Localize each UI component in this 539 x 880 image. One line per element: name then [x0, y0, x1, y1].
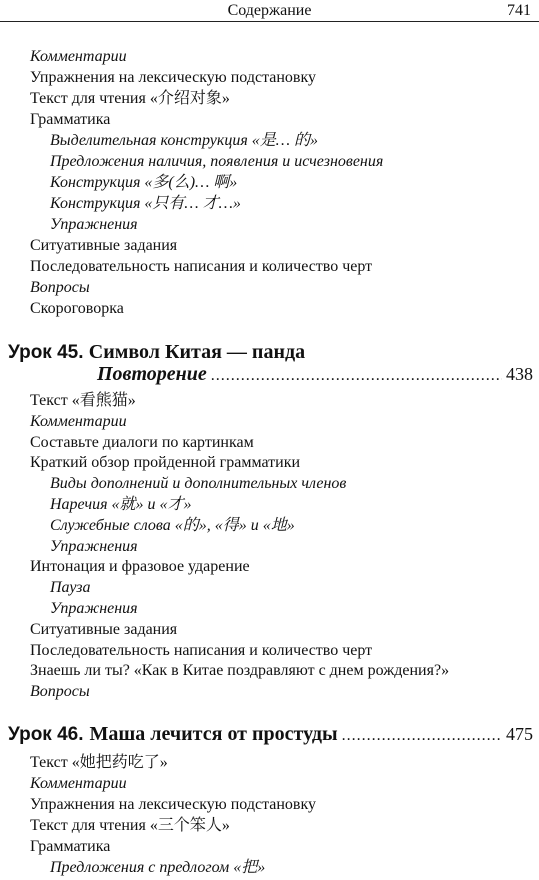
toc-entry: Виды дополнений и дополнительных членов: [50, 475, 347, 493]
toc-entry: Вопросы: [30, 279, 90, 296]
toc-entry: Служебные слова «的», «得» и «地»: [50, 516, 295, 534]
lesson-46-page: 475: [506, 724, 533, 744]
lesson-46-label: Урок 46.: [8, 724, 84, 745]
lesson-46-heading: [8, 722, 533, 748]
toc-entry: Упражнения на лексическую подстановку: [30, 796, 317, 813]
lesson-45-page: 438: [506, 364, 533, 384]
lesson-46-title: Маша лечится от простуды: [89, 723, 338, 745]
leader-dots: [342, 724, 502, 748]
lesson-45-title: Символ Китая — панда: [88, 341, 306, 363]
lesson-45-label: Урок 45.: [8, 342, 84, 363]
toc-entry: Ситуативные задания: [30, 237, 178, 254]
toc-entry: Пауза: [50, 579, 91, 597]
toc-entry: Ситуативные задания: [30, 620, 178, 638]
toc-entry: Упражнения: [50, 216, 138, 233]
lesson-45-subtitle: Повторение: [97, 363, 207, 385]
toc-entry: Вопросы: [30, 683, 90, 701]
toc-entry: Текст «看熊猫»: [30, 392, 136, 409]
toc-entry: Упражнения: [50, 600, 138, 617]
toc-entry: Грамматика: [30, 838, 111, 855]
toc-entry: Комментарии: [30, 412, 127, 430]
toc-entry: Конструкция «只有… 才…»: [50, 195, 241, 212]
header-page-number: 741: [507, 2, 531, 19]
toc-entry: Текст для чтения «三个笨人»: [30, 817, 230, 834]
toc-entry: Комментарии: [30, 48, 127, 65]
toc-entry: Последовательность написания и количество черт: [30, 641, 373, 659]
lesson-45-subtitle-row: [97, 362, 533, 388]
toc-entry: Комментарии: [30, 775, 127, 792]
toc-entry: Текст «她把药吃了»: [30, 754, 168, 771]
toc-entry: Предложения наличия, появления и исчезновения: [50, 153, 384, 170]
toc-entry: Последовательность написания и количество черт: [30, 258, 373, 275]
header-title: Содержание: [227, 2, 312, 19]
toc-entry: Текст для чтения «介绍对象»: [30, 90, 230, 107]
toc-entry: Упражнения на лексическую подстановку: [30, 69, 317, 86]
toc-entry: Составьте диалоги по картинкам: [30, 433, 254, 451]
toc-entry: Предложения с предлогом «把»: [50, 859, 266, 876]
toc-entry: Упражнения: [50, 537, 138, 555]
running-header: [0, 0, 539, 22]
leader-dots: [211, 364, 502, 388]
toc-entry: Конструкция «多(么)… 啊»: [50, 174, 238, 191]
toc-entry: Скороговорка: [30, 300, 124, 317]
toc-entry: Интонация и фразовое ударение: [30, 558, 250, 576]
toc-entry: Грамматика: [30, 111, 111, 128]
toc-entry: Наречия «就» и «才»: [50, 496, 192, 513]
toc-entry: Краткий обзор пройденной грамматики: [30, 454, 301, 472]
toc-entry: Выделительная конструкция «是… 的»: [50, 132, 318, 149]
toc-entry: Знаешь ли ты? «Как в Китае поздравляют с днем рождения?»: [30, 662, 450, 680]
